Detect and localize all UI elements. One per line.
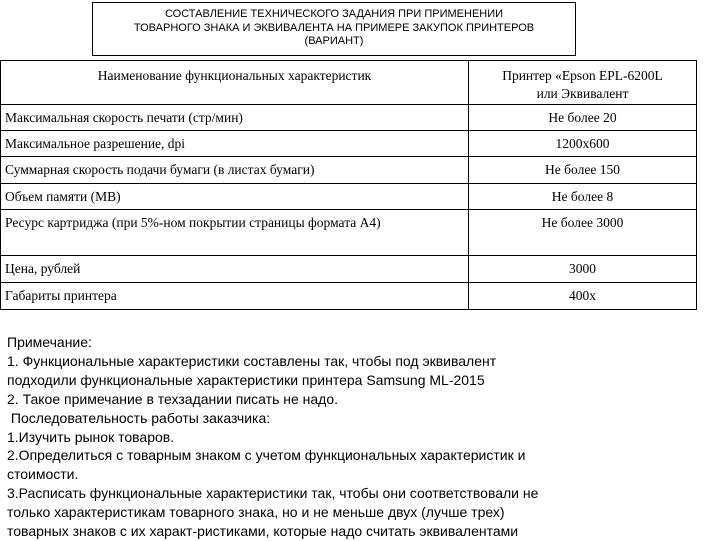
note-line: 2.Определиться с товарным знаком с учетом функциональных характеристик и [7, 447, 526, 464]
spec-table [0, 60, 697, 310]
table-row [1, 131, 697, 157]
row-name: Цена, рублей [1, 256, 469, 283]
table-row [1, 283, 697, 310]
table-row [1, 210, 697, 256]
note-line: товарных знаков с их характ-ристиками, которые надо считать эквивалентами [7, 523, 519, 540]
header-printer [469, 61, 697, 105]
table-row [1, 184, 697, 210]
title-line: ТОВАРНОГО ЗНАКА И ЭКВИВАЛЕНТА НА ПРИМЕРЕ ЗАКУПОК ПРИНТЕРОВ [133, 21, 535, 34]
row-name: Объем памяти (MB) [1, 184, 469, 210]
row-value: Не более 20 [469, 105, 697, 131]
note-line: 3.Расписать функциональные характеристики так, чтобы они соответствовали не [7, 485, 539, 502]
table-row [1, 256, 697, 283]
note-line: Последовательность работы заказчика: [7, 409, 271, 426]
note-line: 1. Функциональные характеристики составлены так, чтобы под эквивалент [7, 352, 497, 369]
table-row [1, 105, 697, 131]
notes-block [7, 333, 707, 541]
title-line: (ВАРИАНТ) [304, 35, 364, 47]
note-line: 2. Такое примечание в техзадании писать не надо. [7, 390, 339, 407]
table-row [1, 157, 697, 184]
row-name: Максимальная скорость печати (стр/мин) [1, 105, 469, 131]
note-line: подходили функциональные характеристики принтера Samsung ML-2015 [7, 371, 485, 388]
row-name: Максимальное разрешение, dpi [1, 131, 469, 157]
note-line: только характеристикам товарного знака, но и не меньше двух (лучше трех) [7, 504, 505, 521]
note-line: 1.Изучить рынок товаров. [7, 428, 175, 445]
row-name: Габариты принтера [1, 283, 469, 310]
row-value: Не более 8 [469, 184, 697, 210]
header-characteristics: Наименование функциональных характеристик [1, 61, 469, 105]
row-value: Не более 3000 [469, 210, 697, 256]
row-name: Ресурс картриджа (при 5%-ном покрытии страницы формата А4) [1, 210, 469, 256]
header-printer-line: Принтер «Epson EPL-6200L [502, 68, 663, 83]
note-line: стоимости. [7, 466, 79, 483]
title-line: СОСТАВЛЕНИЕ ТЕХНИЧЕСКОГО ЗАДАНИЯ ПРИ ПРИМЕНЕНИИ [164, 8, 504, 20]
row-value: 3000 [469, 256, 697, 283]
document-title [92, 2, 576, 56]
row-value: 1200х600 [469, 131, 697, 157]
row-value: Не более 150 [469, 157, 697, 184]
row-value: 400х [469, 283, 697, 310]
note-line: Примечание: [7, 334, 92, 350]
row-name: Суммарная скорость подачи бумаги (в листах бумаги) [1, 157, 469, 184]
table-header-row [1, 61, 697, 105]
header-printer-line: или Эквивалент [536, 86, 629, 101]
